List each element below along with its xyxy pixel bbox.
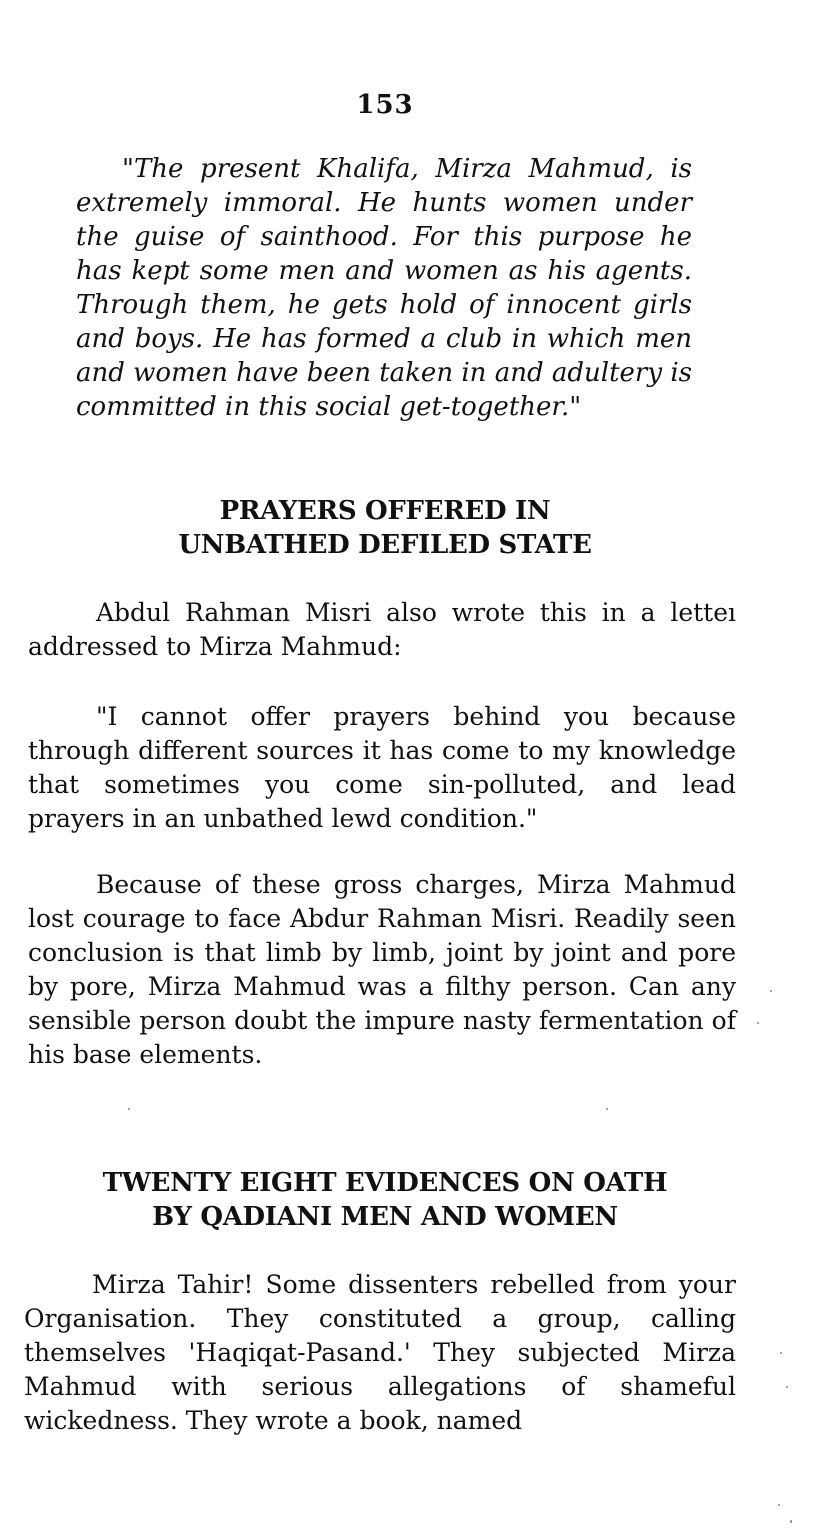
paragraph-prayers-quote: "I cannot offer prayers behind you because through different sources it has come to my knowledge that sometimes you come sin-polluted, and lead prayers in an unbathed lewd condition."	[28, 702, 736, 833]
scan-speck	[780, 1352, 782, 1354]
scan-speck	[770, 990, 772, 992]
heading-evidences-line2: BY QADIANI MEN AND WOMEN	[152, 1202, 618, 1232]
heading-evidences	[0, 1166, 770, 1234]
scan-speck	[786, 1386, 788, 1388]
heading-prayers-line2: UNBATHED DEFILED STATE	[178, 530, 592, 560]
paragraph-letter-intro: Abdul Rahman Misri also wrote this in a letteı addressed to Mirza Mahmud:	[28, 598, 736, 661]
paragraph-dissenters: Mirza Tahir! Some dissenters rebelled from your Organisation. They constituted a group, calling themselves 'Haqiqat-Pasand.' They subjected Mirza Mahmud with serious allegations of shameful wickedness. They wrote a book, named	[24, 1270, 736, 1435]
scan-speck	[606, 1108, 608, 1110]
heading-prayers	[0, 494, 770, 562]
scan-speck	[790, 1520, 792, 1523]
page-number: 153	[356, 90, 414, 120]
paragraph-charges: Because of these gross charges, Mirza Mahmud lost courage to face Abdur Rahman Misri. Readily seen conclusion is that limb by limb, joint by joint and pore by pore, Mirza Mahmud was a filthy person. Can any sensible person doubt the impure nasty fermentation of his base elements.	[28, 870, 736, 1069]
quote-khalifa: "The present Khalifa, Mirza Mahmud, is extremely immoral. He hunts women under the guise of sainthood. For this purpose he has kept some men and women as his agents. Through them, he gets hold of innocent girls and boys. He has formed a club in which men and women have been taken in and adultery is committed in this social get-together."	[76, 154, 692, 422]
scan-speck	[128, 1108, 130, 1110]
heading-evidences-line1: TWENTY EIGHT EVIDENCES ON OATH	[102, 1168, 668, 1198]
heading-prayers-line1: PRAYERS OFFERED IN	[219, 496, 551, 526]
scan-speck	[778, 1504, 780, 1506]
scan-speck	[757, 1022, 759, 1024]
